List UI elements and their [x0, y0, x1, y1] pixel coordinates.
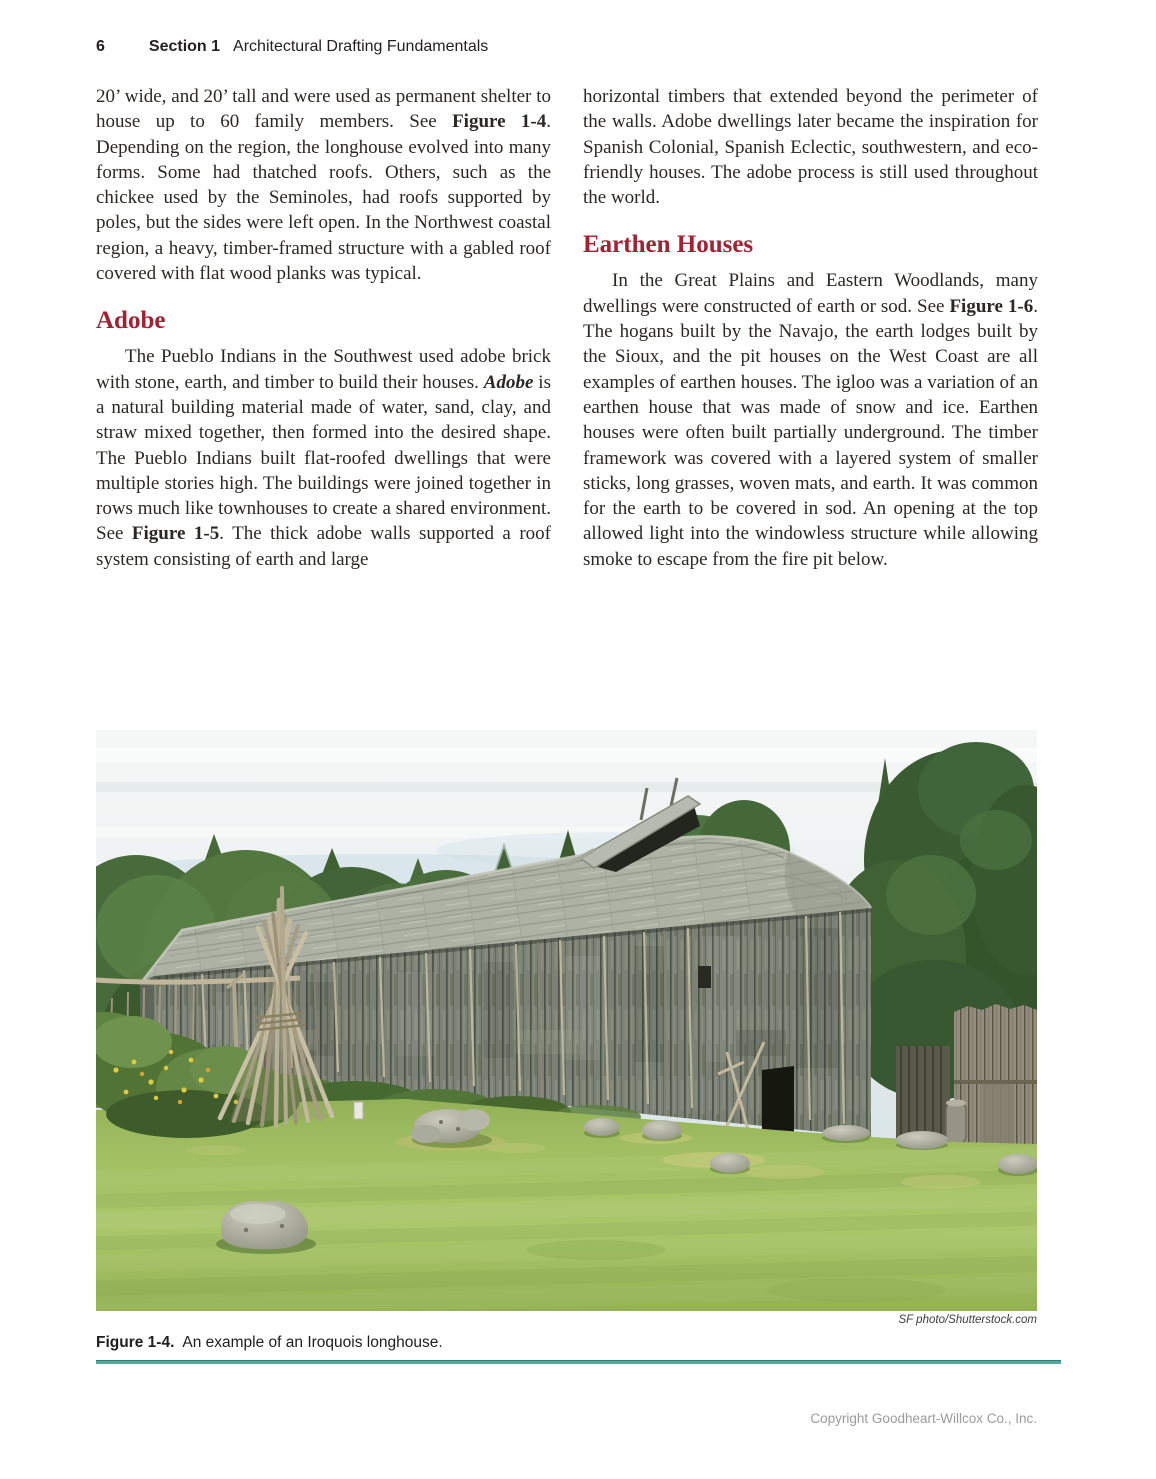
- body-paragraph: horizontal timbers that extended beyond the perimeter of the walls. Adobe dwellings later became the inspiration for Spanish Colonial, Spanish Eclectic, southwestern, and eco-friendly houses. The adobe process is still used throughout the world.: [583, 86, 1038, 209]
- marker-sign: [354, 1102, 363, 1119]
- left-column: [96, 84, 551, 572]
- body-paragraph: 20’ wide, and 20’ tall and were used as permanent shelter to house up to 60 family members. See Figure 1-4. Depending on the region, the longhouse evolved into many forms. Some had thatched roofs. Others, such as the chickee used by the Seminoles, had roofs supported by poles, but the sides were left open. In the Northwest coastal region, a heavy, timber-framed structure with a gabled roof covered with flat wood planks was typical.: [96, 86, 551, 285]
- figure-1-4-photo: [96, 730, 1037, 1311]
- wall-opening: [698, 966, 711, 988]
- heading-adobe: Adobe: [96, 307, 166, 335]
- right-column: [583, 84, 1038, 572]
- section-title: Architectural Drafting Fundamentals: [233, 38, 489, 55]
- figure-caption-label: Figure 1-4.: [96, 1334, 175, 1351]
- body-paragraph: In the Great Plains and Eastern Woodlands, many dwellings were constructed of earth or sod. See Figure 1-6. The hogans built by the Navajo, the earth lodges built by the Sioux, and the pit houses on the West Coast are all examples of earthen houses. The igloo was a variation of an earthen house that was made of snow and ice. Earthen houses were often built partially underground. The timber framework was covered with a layered system of smaller sticks, long grasses, woven mats, and earth. It was common for the earth to be covered in sod. An opening at the top allowed light into the windowless structure while allowing smoke to escape from the fire pit below.: [583, 270, 1038, 570]
- palisade-gate: [982, 1084, 1014, 1144]
- palisade-rail: [954, 1080, 1037, 1084]
- page-number: 6: [96, 38, 105, 55]
- figure-caption-text: An example of an Iroquois longhouse.: [182, 1334, 443, 1351]
- caption-divider-rule: [96, 1360, 1061, 1364]
- running-head: [96, 38, 1037, 56]
- heading-earthen-houses: Earthen Houses: [583, 231, 754, 259]
- photo-credit: SF photo/Shutterstock.com: [898, 1314, 1037, 1326]
- doorway: [762, 1066, 794, 1134]
- figure-caption: [96, 1334, 1037, 1352]
- longhouse-photo-svg: [96, 730, 1037, 1311]
- section-label: Section 1: [148, 38, 221, 55]
- copyright-line: Copyright Goodheart-Willcox Co., Inc.: [810, 1411, 1037, 1426]
- wood-stump: [946, 1102, 966, 1144]
- body-paragraph: The Pueblo Indians in the Southwest used adobe brick with stone, earth, and timber to build their houses. Adobe is a natural building material made of water, sand, clay, and straw mixed together, then formed into the desired shape. The Pueblo Indians built flat-roofed dwellings that were multiple stories high. The buildings were joined together in rows much like townhouses to create a shared environment. See Figure 1-5. The thick adobe walls supported a roof system consisting of earth and large: [96, 346, 551, 570]
